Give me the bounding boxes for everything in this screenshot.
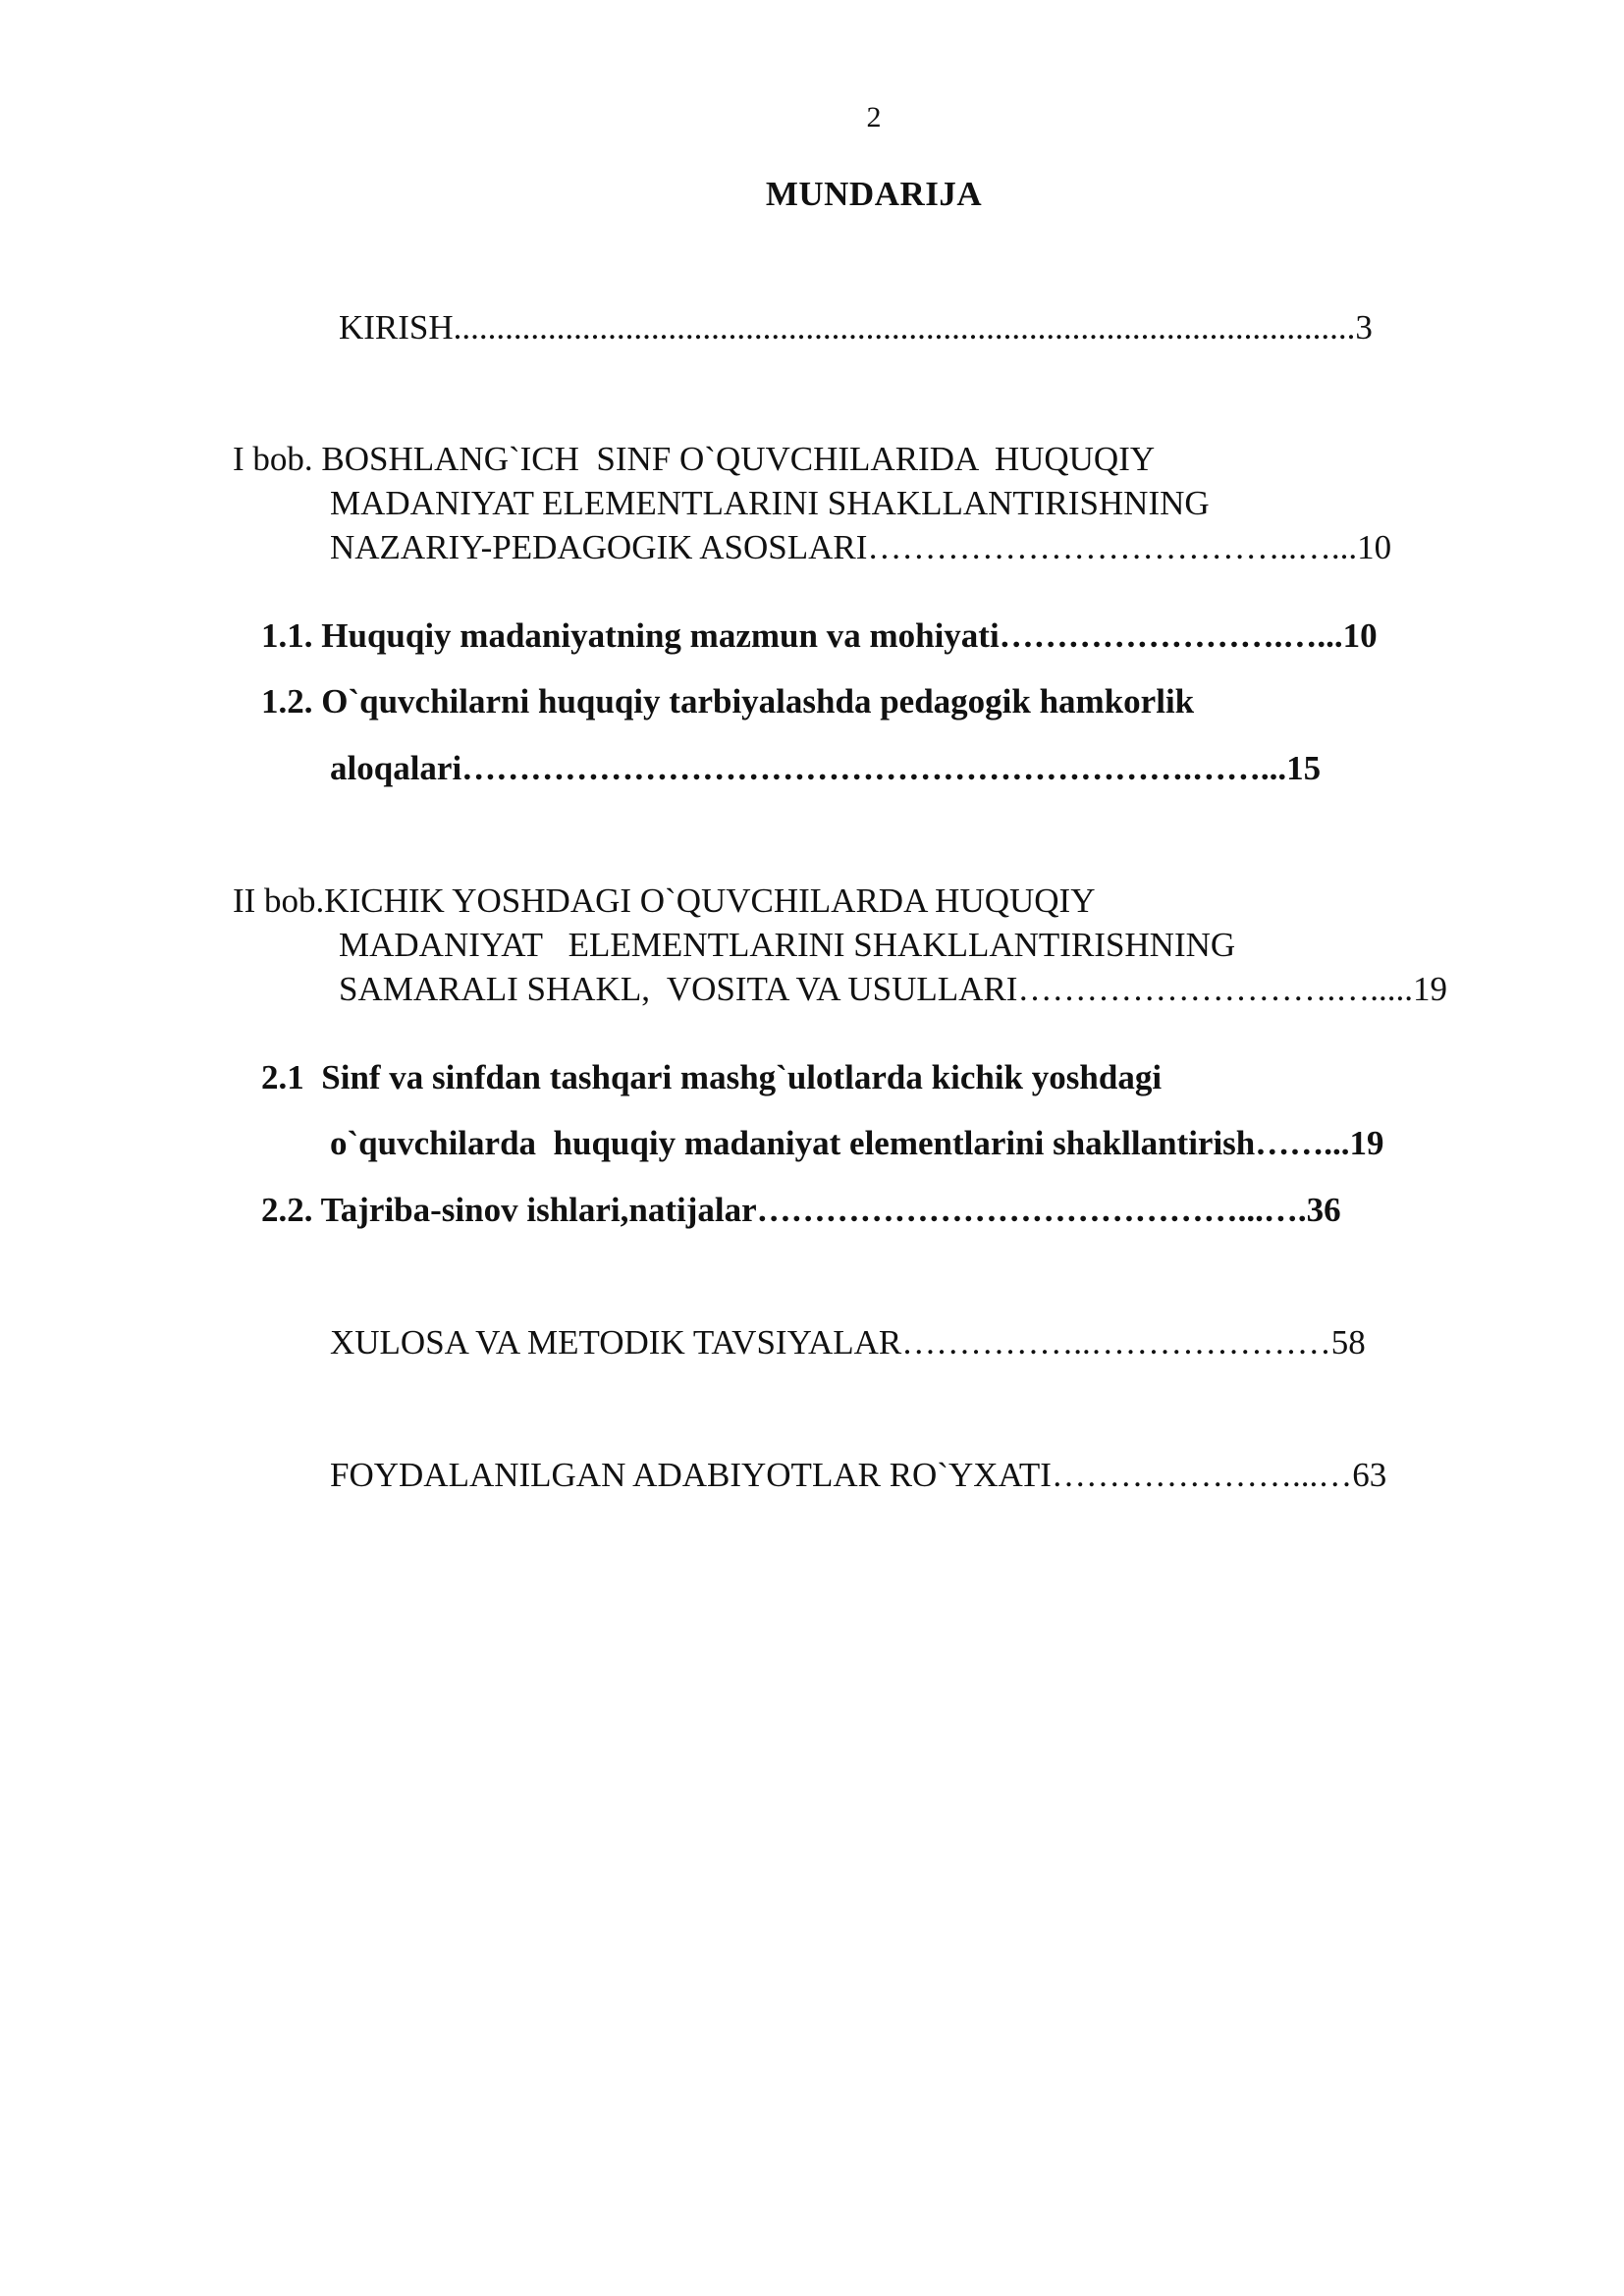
toc-section-2-2: 2.2. Tajriba-sinov ishlari,natijalar……………………………………...….36	[261, 1191, 1341, 1229]
toc-chapter-2-line-2: MADANIYAT ELEMENTLARINI SHAKLLANTIRISHNING	[339, 926, 1236, 964]
toc-chapter-2-line-1: II bob.KICHIK YOSHDAGI O`QUVCHILARDA HUQUQIY	[233, 881, 1096, 920]
toc-entry-references: FOYDALANILGAN ADABIYOTLAR RO`YXATI…………………...…63	[330, 1456, 1387, 1494]
page-number: 2	[866, 101, 882, 133]
page-title: MUNDARIJA	[765, 175, 983, 213]
toc-chapter-1-line-2: MADANIYAT ELEMENTLARINI SHAKLLANTIRISHNING	[330, 484, 1210, 522]
toc-section-2-1-line-2: o`quvchilarda huquqiy madaniyat elementlarini shakllantirish……...19	[330, 1124, 1384, 1162]
toc-entry-intro: KIRISH.........................................................................................................3	[339, 308, 1373, 347]
toc-chapter-1-line-3: NAZARIY-PEDAGOGIK ASOSLARI………………………………..…...10	[330, 528, 1392, 566]
toc-section-1-2-line-2: aloqalari……………………………………………………….……...15	[330, 749, 1322, 787]
toc-entry-conclusion: XULOSA VA METODIK TAVSIYALAR……………..…………………58	[330, 1323, 1366, 1362]
toc-chapter-2-line-3: SAMARALI SHAKL, VOSITA VA USULLARI……………………….….....19	[339, 970, 1447, 1008]
toc-section-1-1: 1.1. Huquqiy madaniyatning mazmun va mohiyati…………………….…...10	[261, 616, 1378, 655]
toc-section-2-1-line-1: 2.1 Sinf va sinfdan tashqari mashg`ulotlarda kichik yoshdagi	[261, 1058, 1163, 1096]
toc-chapter-1-line-1: I bob. BOSHLANG`ICH SINF O`QUVCHILARIDA HUQUQIY	[233, 440, 1156, 478]
toc-section-1-2-line-1: 1.2. O`quvchilarni huquqiy tarbiyalashda pedagogik hamkorlik	[261, 682, 1195, 721]
